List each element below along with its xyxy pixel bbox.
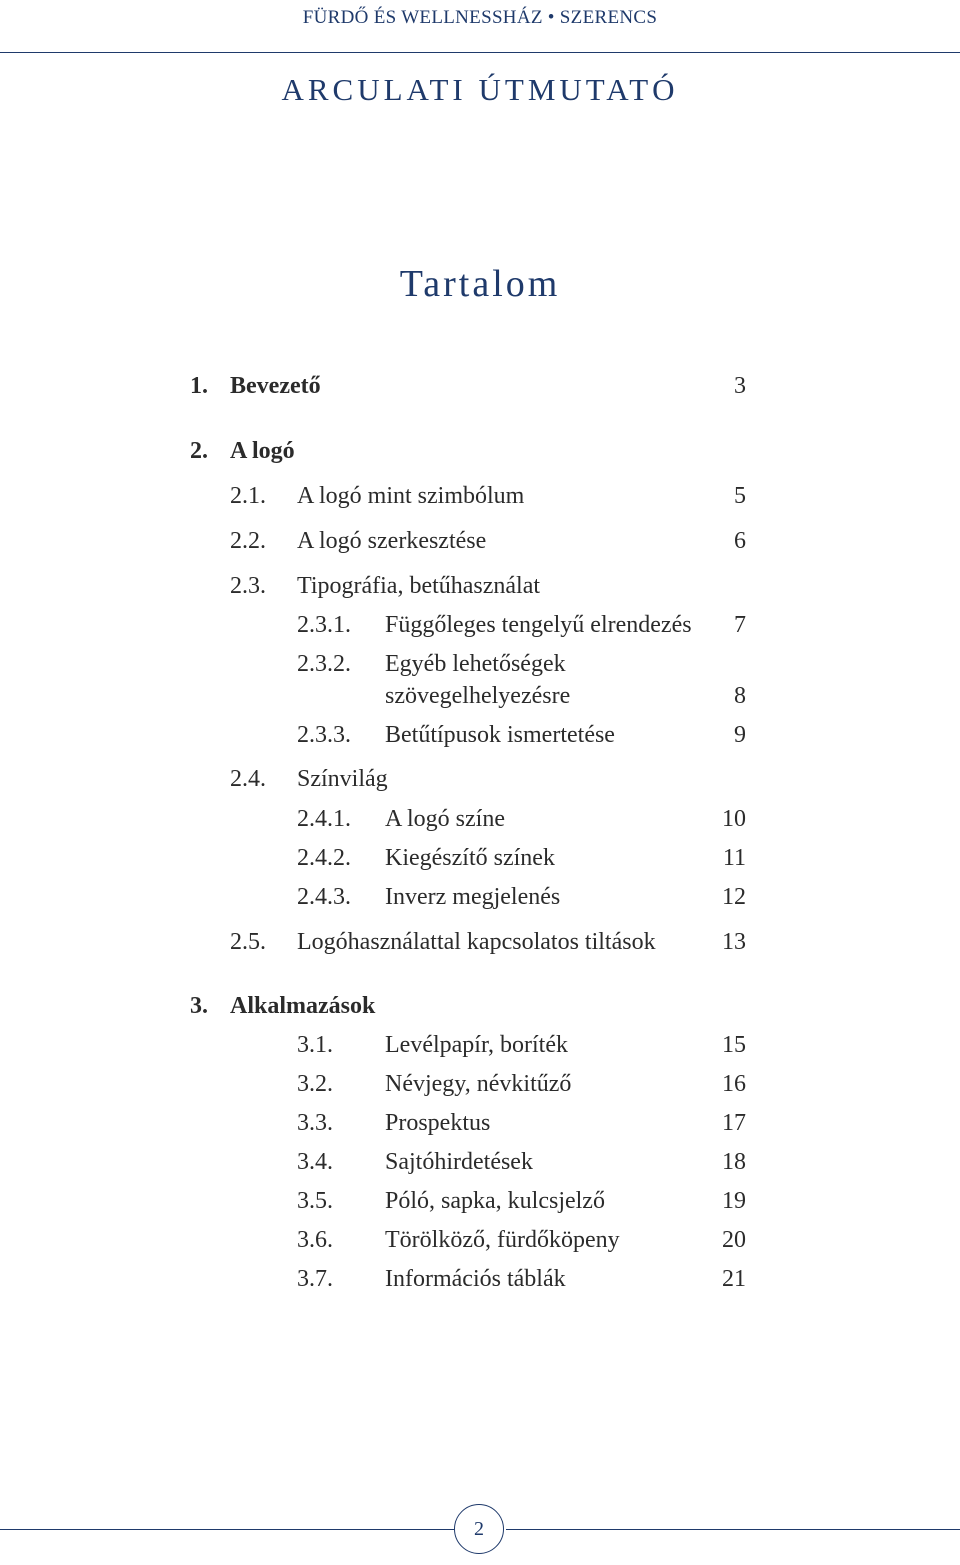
toc-entry-page: 13 [722,929,746,955]
toc-entry-page: 16 [722,1071,746,1097]
toc-entry-label: Információs táblák [385,1266,566,1292]
toc-entry-number: 2.3.3. [297,722,351,748]
toc-entry-label: Függőleges tengelyű elrendezés [385,612,692,638]
toc-entry-number: 3.6. [297,1227,333,1253]
toc-entry-number: 2. [190,438,208,464]
toc-entry-number: 2.3.1. [297,612,351,638]
toc-entry-page: 8 [734,683,746,709]
toc-entry-label: Sajtóhirdetések [385,1149,533,1175]
toc-entry-label: Tipográfia, betűhasználat [297,573,541,599]
toc-entry-number: 2.4.3. [297,884,351,910]
toc-entry-label: A logó mint szimbólum [297,483,525,509]
toc-entry-number: 1. [190,373,208,399]
toc-entry-label: Levélpapír, boríték [385,1032,568,1058]
toc-entry-label: Póló, sapka, kulcsjelző [385,1188,605,1214]
toc-entry-number: 2.3. [230,573,266,599]
document-subtitle: ARCULATI ÚTMUTATÓ [281,72,679,107]
toc-entry-page: 12 [722,884,746,910]
toc-entry-page: 6 [734,528,746,554]
toc-entry-page: 19 [722,1188,746,1214]
toc-entry-label: A logó [230,438,295,464]
footer-divider-right [506,1529,960,1530]
toc-entry-number: 2.2. [230,528,266,554]
toc-entry-label: A logó szerkesztése [297,528,487,554]
toc-entry-label: Prospektus [385,1110,491,1136]
toc-entry-page: 10 [722,806,746,832]
toc-entry-number: 3.7. [297,1266,333,1292]
toc-entry-page: 21 [722,1266,746,1292]
toc-entry-page: 5 [734,483,746,509]
toc-entry-page: 18 [722,1149,746,1175]
toc-entry-page: 15 [722,1032,746,1058]
toc-entry-number: 3.1. [297,1032,333,1058]
toc-entry-page: 20 [722,1227,746,1253]
toc-entry-label: Kiegészítő színek [385,845,555,871]
toc-entry-number: 3.3. [297,1110,333,1136]
toc-entry-label: Logóhasználattal kapcsolatos tiltások [297,929,656,955]
toc-entry-page: 7 [734,612,746,638]
toc-entry-number: 2.4.2. [297,845,351,871]
toc-entry-label: A logó színe [385,806,505,832]
toc-entry-number: 2.5. [230,929,266,955]
toc-entry-label: Betűtípusok ismertetése [385,722,615,748]
toc-entry-number: 3.5. [297,1188,333,1214]
toc-entry-page: 17 [722,1110,746,1136]
toc-entry-number: 3.4. [297,1149,333,1175]
toc-entry-label: Névjegy, névkitűző [385,1071,572,1097]
header-title: FÜRDŐ ÉS WELLNESSHÁZ • SZERENCS [302,7,658,28]
toc-entry-number: 2.3.2. [297,651,351,677]
toc-entry-label: Törölköző, fürdőköpeny [385,1227,620,1253]
toc-entry-label: szövegelhelyezésre [385,683,571,709]
footer-divider-left [0,1529,454,1530]
page-number: 2 [454,1504,504,1554]
toc-entry-number: 2.1. [230,483,266,509]
toc-entry-label: Bevezető [230,373,321,399]
toc-entry-number: 3.2. [297,1071,333,1097]
toc-entry-label: Inverz megjelenés [385,884,561,910]
toc-entry-label: Alkalmazások [230,993,376,1019]
toc-title: Tartalom [399,263,561,305]
toc-entry-number: 2.4.1. [297,806,351,832]
toc-entry-number: 3. [190,993,208,1019]
toc-entry-page: 9 [734,722,746,748]
toc-entry-label: Egyéb lehetőségek [385,651,566,677]
toc-entry-page: 11 [722,845,746,871]
toc-entry-page: 3 [734,373,746,399]
toc-entry-label: Színvilág [297,766,388,792]
toc-entry-number: 2.4. [230,766,266,792]
